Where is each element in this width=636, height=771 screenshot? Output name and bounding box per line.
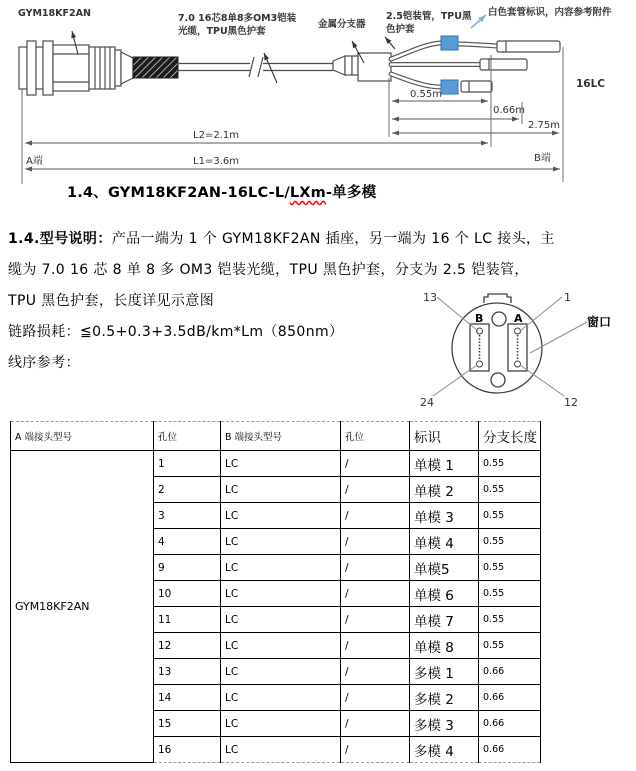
mark-cell: 多模 2 [410, 685, 479, 711]
b-model-cell: LC [221, 685, 341, 711]
b-model-cell: LC [221, 529, 341, 555]
armored-braid [133, 57, 178, 78]
section-title-wavy: LXm [289, 185, 326, 201]
plug-connector-drawing [19, 41, 133, 95]
b-model-cell: LC [221, 633, 341, 659]
desc-line-2: 缆为 7.0 16 芯 8 单 8 多 OM3 铠装光缆，TPU 黑色护套，分支为 2.5 铠装管， [8, 262, 529, 278]
b-hole-cell: / [341, 685, 410, 711]
header-b-hole: 孔位 [341, 422, 410, 451]
header-length: 分支长度 [479, 422, 541, 451]
pin13-label: 13 [423, 291, 437, 304]
mark-cell: 多模 4 [410, 737, 479, 763]
desc-line-4: 链路损耗：≦0.5+0.3+3.5dB/km*Lm（850nm） [8, 324, 344, 340]
sleeve-note-label: 白色套管标识，内容参考附件 [488, 7, 612, 18]
hole-cell: 10 [154, 581, 221, 607]
pinout-diagram [405, 283, 636, 413]
hole-cell: 13 [154, 659, 221, 685]
b-hole-cell: / [341, 607, 410, 633]
slot-a-label: A [514, 312, 523, 325]
splitter-label: 金属分支器 [318, 19, 366, 30]
b-hole-cell: / [341, 737, 410, 763]
mark-cell: 多模 3 [410, 711, 479, 737]
dim-l1: L1=3.6m [193, 156, 239, 167]
length-cell: 0.55 [479, 477, 541, 503]
desc-line-3: TPU 黑色护套，长度详见示意图 [8, 293, 215, 309]
b-hole-cell: / [341, 529, 410, 555]
branch-label-line1: 2.5铠装管，TPU黑 [386, 11, 472, 22]
hole-cell: 15 [154, 711, 221, 737]
b-model-cell: LC [221, 737, 341, 763]
header-a-hole: 孔位 [154, 422, 221, 451]
b-model-cell: LC [221, 477, 341, 503]
hole-cell: 3 [154, 503, 221, 529]
table-header-row [11, 422, 541, 451]
length-cell: 0.66 [479, 737, 541, 763]
b-hole-cell: / [341, 711, 410, 737]
b-model-cell: LC [221, 451, 341, 477]
mark-cell: 单模 6 [410, 581, 479, 607]
b-hole-cell: / [341, 451, 410, 477]
dim-275: 2.75m [528, 120, 561, 131]
dim-066: 0.66m [493, 105, 526, 116]
main-cable [178, 57, 333, 77]
mark-cell: 单模 2 [410, 477, 479, 503]
hole-cell: 11 [154, 607, 221, 633]
cable-label-line2: 光缆，TPU黑色护套 [178, 26, 266, 37]
slot-b-label: B [475, 312, 484, 325]
hole-cell: 12 [154, 633, 221, 659]
desc-line-1 [8, 224, 593, 255]
desc-line-1-text: 产品一端为 1 个 GYM18KF2AN 插座，另一端为 16 个 LC 接头，主 [111, 231, 555, 247]
hole-cell: 1 [154, 451, 221, 477]
header-b-model: B 端接头型号 [221, 422, 341, 451]
section-title [67, 181, 376, 202]
cable-label-line1: 7.0 16芯8单8多OM3铠装 [178, 13, 297, 24]
white-sleeve-note-arrow [471, 15, 486, 28]
hole-cell: 16 [154, 737, 221, 763]
mark-cell: 单模 4 [410, 529, 479, 555]
b-model-cell: LC [221, 711, 341, 737]
a-model-cell: GYM18KF2AN [11, 451, 154, 763]
length-cell: 0.55 [479, 607, 541, 633]
branch-label-line2: 色护套 [386, 24, 415, 35]
length-cell: 0.66 [479, 685, 541, 711]
dim-055: 0.55m [410, 89, 443, 100]
length-cell: 0.55 [479, 503, 541, 529]
mark-cell: 单模 8 [410, 633, 479, 659]
length-cell: 0.66 [479, 659, 541, 685]
pin12-label: 12 [564, 396, 578, 409]
section-title-pre: 1.4、GYM18KF2AN-16LC-L/ [67, 185, 290, 201]
b-model-cell: LC [221, 659, 341, 685]
end-b-label: B端 [534, 153, 551, 164]
length-cell: 0.55 [479, 581, 541, 607]
b-hole-cell: / [341, 555, 410, 581]
mark-cell: 单模 3 [410, 503, 479, 529]
window-label: 窗口 [587, 315, 612, 329]
cable-assembly-diagram [0, 0, 636, 186]
desc-line-5: 线序参考： [8, 355, 80, 371]
header-a-model: A 端接头型号 [11, 422, 154, 451]
b-hole-cell: / [341, 633, 410, 659]
desc-label: 1.4.型号说明： [8, 231, 112, 247]
mark-cell: 单模5 [410, 555, 479, 581]
connector-label: GYM18KF2AN [18, 8, 91, 19]
dimension-lines [25, 101, 560, 169]
hole-cell: 4 [154, 529, 221, 555]
b-model-cell: LC [221, 607, 341, 633]
pin1-label: 1 [564, 291, 571, 304]
hole-cell: 2 [154, 477, 221, 503]
length-cell: 0.55 [479, 633, 541, 659]
section-title-post: -单多模 [325, 185, 377, 201]
b-hole-cell: / [341, 477, 410, 503]
end-count-label: 16LC [576, 78, 606, 90]
dim-l2: L2=2.1m [193, 130, 239, 141]
length-cell: 0.55 [479, 529, 541, 555]
pin24-label: 24 [420, 396, 434, 409]
b-hole-cell: / [341, 659, 410, 685]
length-cell: 0.55 [479, 555, 541, 581]
b-model-cell: LC [221, 555, 341, 581]
length-cell: 0.66 [479, 711, 541, 737]
table-row [11, 451, 541, 477]
header-mark: 标识 [410, 422, 479, 451]
mark-cell: 单模 1 [410, 451, 479, 477]
end-a-label: A端 [26, 156, 43, 167]
length-cell: 0.55 [479, 451, 541, 477]
b-hole-cell: / [341, 581, 410, 607]
b-hole-cell: / [341, 503, 410, 529]
hole-cell: 9 [154, 555, 221, 581]
mark-cell: 多模 1 [410, 659, 479, 685]
wiring-table [10, 421, 541, 763]
hole-cell: 14 [154, 685, 221, 711]
metal-splitter-drawing [333, 53, 391, 81]
b-model-cell: LC [221, 581, 341, 607]
b-model-cell: LC [221, 503, 341, 529]
mark-cell: 单模 7 [410, 607, 479, 633]
